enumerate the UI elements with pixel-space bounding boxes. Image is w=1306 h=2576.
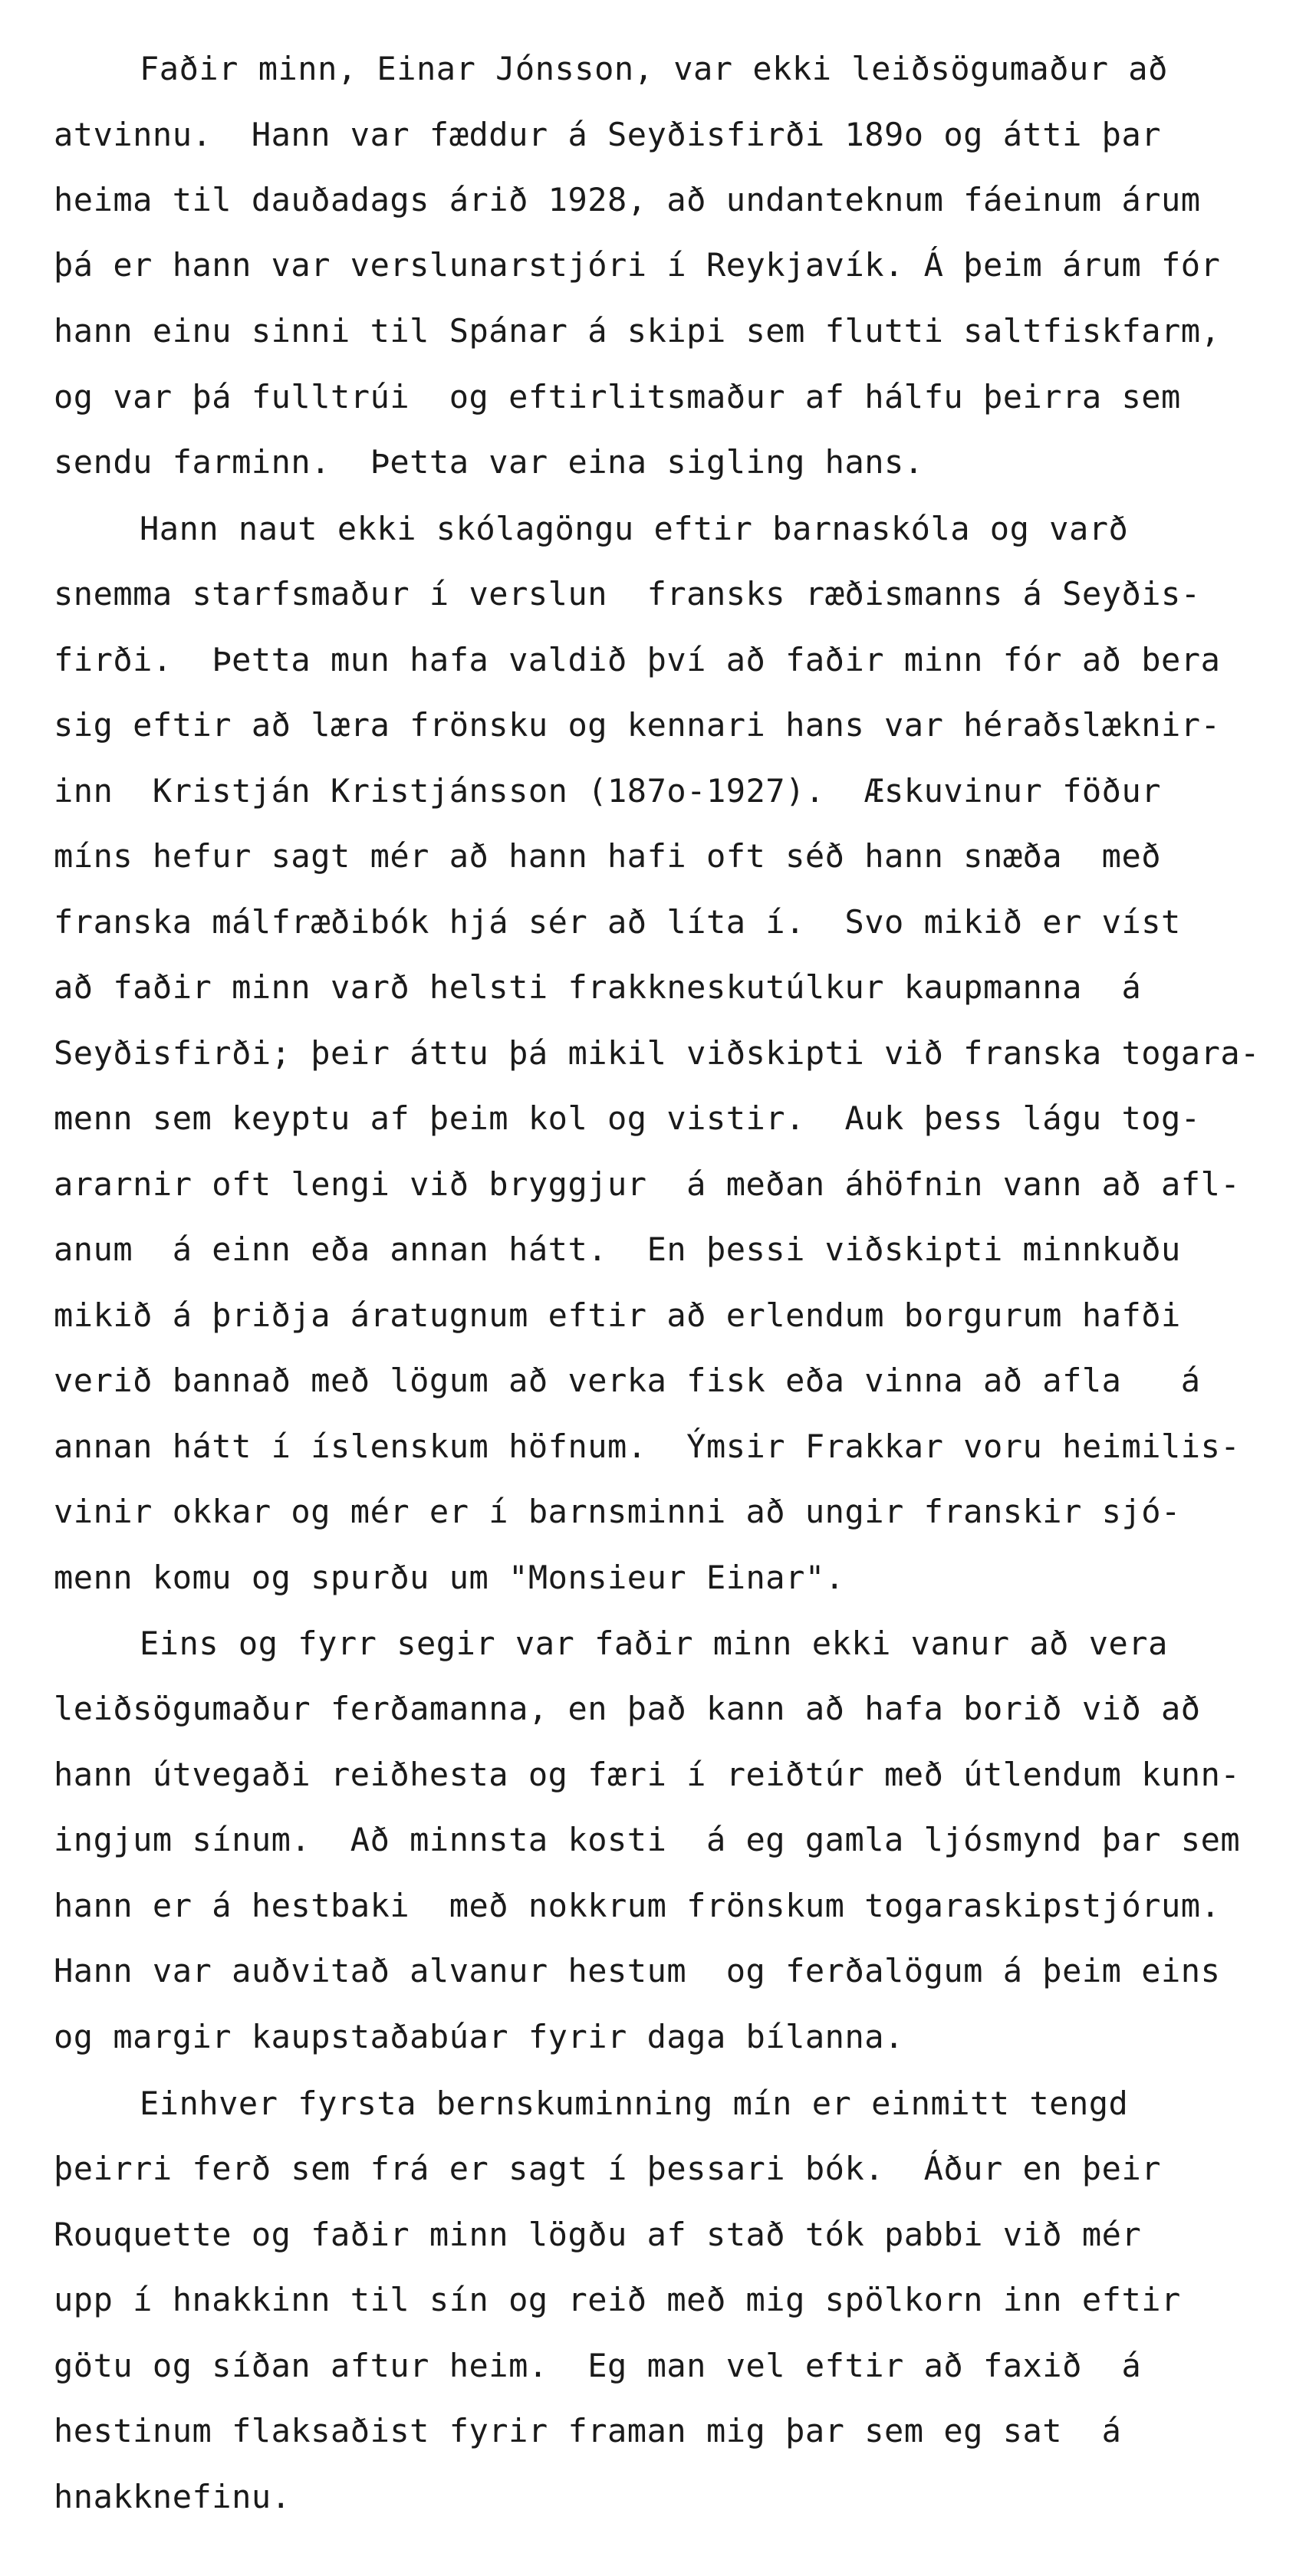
text-line: annan hátt í íslenskum höfnum. Ýmsir Frakkar voru heimilis- <box>54 1428 1241 1465</box>
text-line: sendu farminn. Þetta var eina sigling hans. <box>54 443 924 481</box>
text-line: hann útvegaði reiðhesta og færi í reiðtúr með útlendum kunn- <box>54 1756 1241 1793</box>
text-line: Hann naut ekki skólagöngu eftir barnaskóla og varð <box>140 510 1129 547</box>
text-line: upp í hnakkinn til sín og reið með mig spölkorn inn eftir <box>54 2281 1181 2318</box>
text-line: anum á einn eða annan hátt. En þessi viðskipti minnkuðu <box>54 1230 1181 1268</box>
text-line: Rouquette og faðir minn lögðu af stað tók pabbi við mér <box>54 2216 1142 2253</box>
text-line: hann er á hestbaki með nokkrum frönskum togaraskipstjórum. <box>54 1887 1221 1924</box>
text-line: Hann var auðvitað alvanur hestum og ferðalögum á þeim eins <box>54 1952 1221 1990</box>
text-line: heima til dauðadags árið 1928, að undanteknum fáeinum árum <box>54 181 1201 219</box>
text-line: vinir okkar og mér er í barnsminni að ungir franskir sjó- <box>54 1493 1181 1530</box>
text-line: firði. Þetta mun hafa valdið því að faðir minn fór að bera <box>54 641 1221 678</box>
text-line: ararnir oft lengi við bryggjur á meðan áhöfnin vann að afl- <box>54 1165 1241 1203</box>
text-line: mikið á þriðja áratugnum eftir að erlendum borgurum hafði <box>54 1296 1181 1334</box>
text-line: leiðsögumaður ferðamanna, en það kann að hafa borið við að <box>54 1690 1201 1727</box>
text-line: að faðir minn varð helsti frakkneskutúlkur kaupmanna á <box>54 968 1142 1006</box>
text-line: franska málfræðibók hjá sér að líta í. Svo mikið er víst <box>54 903 1181 941</box>
text-line: atvinnu. Hann var fæddur á Seyðisfirði 189o og átti þar <box>54 116 1162 153</box>
text-line: hnakknefinu. <box>54 2478 291 2515</box>
text-line: hestinum flaksaðist fyrir framan mig þar sem eg sat á <box>54 2412 1122 2450</box>
text-line: þá er hann var verslunarstjóri í Reykjavík. Á þeim árum fór <box>54 246 1221 284</box>
text-line: hann einu sinni til Spánar á skipi sem flutti saltfiskfarm, <box>54 312 1221 350</box>
text-line: Faðir minn, Einar Jónsson, var ekki leiðsögumaður að <box>140 50 1168 87</box>
text-line: sig eftir að læra frönsku og kennari hans var héraðslæknir- <box>54 706 1221 744</box>
text-line: verið bannað með lögum að verka fisk eða vinna að afla á <box>54 1362 1201 1399</box>
text-line: snemma starfsmaður í verslun fransks ræðismanns á Seyðis- <box>54 575 1201 613</box>
text-line: og var þá fulltrúi og eftirlitsmaður af hálfu þeirra sem <box>54 378 1181 416</box>
text-line: þeirri ferð sem frá er sagt í þessari bók. Áður en þeir <box>54 2150 1162 2187</box>
text-line: og margir kaupstaðabúar fyrir daga bílanna. <box>54 2018 904 2055</box>
text-line: inn Kristján Kristjánsson (187o-1927). Æskuvinur föður <box>54 772 1162 810</box>
text-line: menn sem keyptu af þeim kol og vistir. Auk þess lágu tog- <box>54 1099 1201 1137</box>
text-line: míns hefur sagt mér að hann hafi oft séð hann snæða með <box>54 837 1162 875</box>
text-line: Seyðisfirði; þeir áttu þá mikil viðskipti við franska togara- <box>54 1034 1260 1072</box>
text-line: ingjum sínum. Að minnsta kosti á eg gamla ljósmynd þar sem <box>54 1821 1241 1858</box>
text-line: Einhver fyrsta bernskuminning mín er einmitt tengd <box>140 2085 1129 2122</box>
text-line: Eins og fyrr segir var faðir minn ekki vanur að vera <box>140 1625 1168 1662</box>
text-line: menn komu og spurðu um "Monsieur Einar". <box>54 1559 845 1596</box>
text-line: götu og síðan aftur heim. Eg man vel eftir að faxið á <box>54 2347 1142 2384</box>
